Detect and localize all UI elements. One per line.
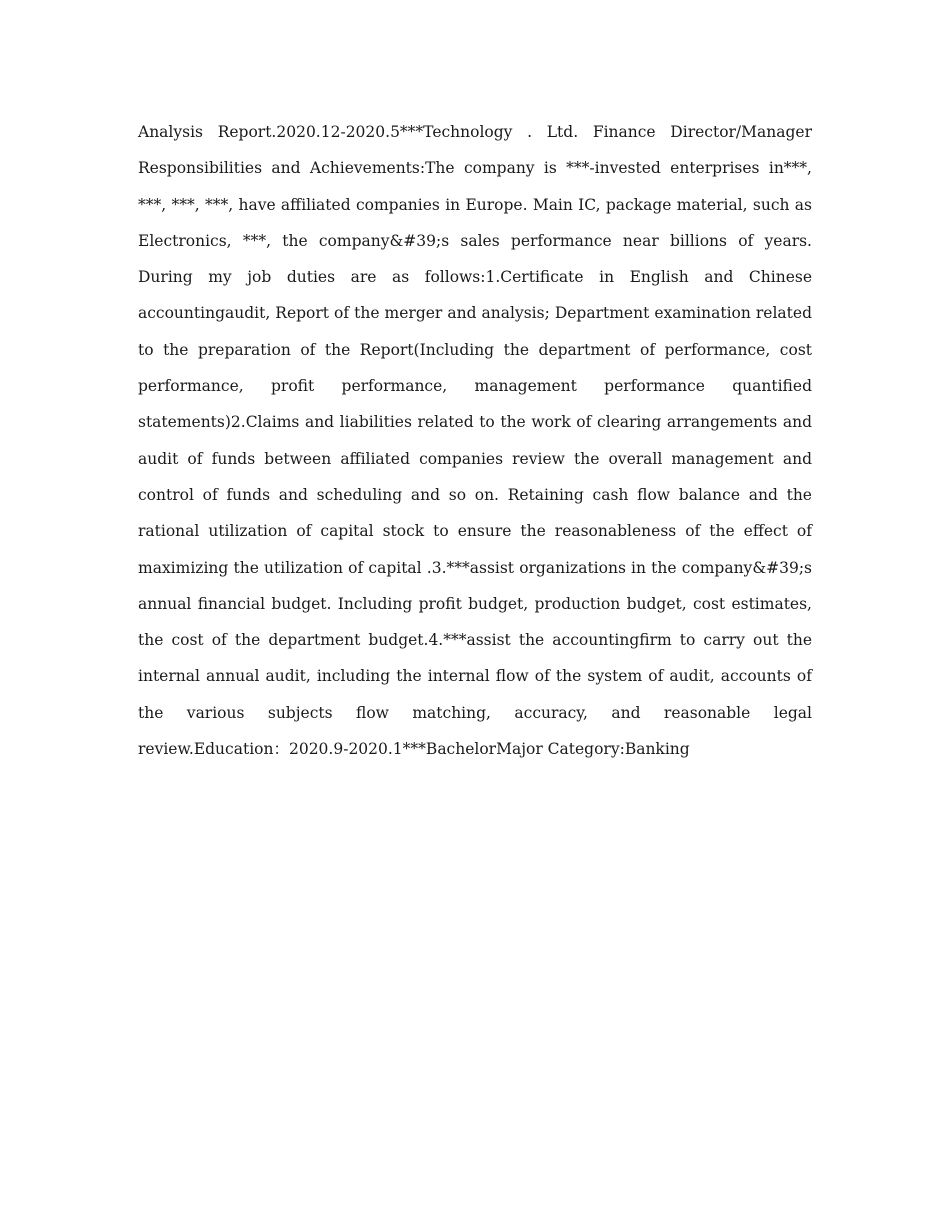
document-content	[138, 114, 812, 767]
body-paragraph: Analysis Report.2020.12-2020.5***Technology . Ltd. Finance Director/Manager Responsibilities and Achievements:The company is ***-invested enterprises in***, ***, ***, ***, have affiliated companies in Europe. Main IC, package material, such as Electronics, ***, the company&#39;s sales performance near billions of years. During my job duties are as follows:1.Certificate in English and Chinese accountingaudit, Report of the merger and analysis; Department examination related to the preparation of the Report(Including the department of performance, cost performance, profit performance, management performance quantified statements)2.Claims and liabilities related to the work of clearing arrangements and audit of funds between affiliated companies review the overall management and control of funds and scheduling and so on. Retaining cash flow balance and the rational utilization of capital stock to ensure the reasonableness of the effect of maximizing the utilization of capital .3.***assist organizations in the company&#39;s annual financial budget. Including profit budget, production budget, cost estimates, the cost of the department budget.4.***assist the accountingfirm to carry out the internal annual audit, including the internal flow of the system of audit, accounts of the various subjects flow matching, accuracy, and reasonable legal review.Education：2020.9-2020.1***BachelorMajor Category:Banking	[138, 123, 812, 759]
